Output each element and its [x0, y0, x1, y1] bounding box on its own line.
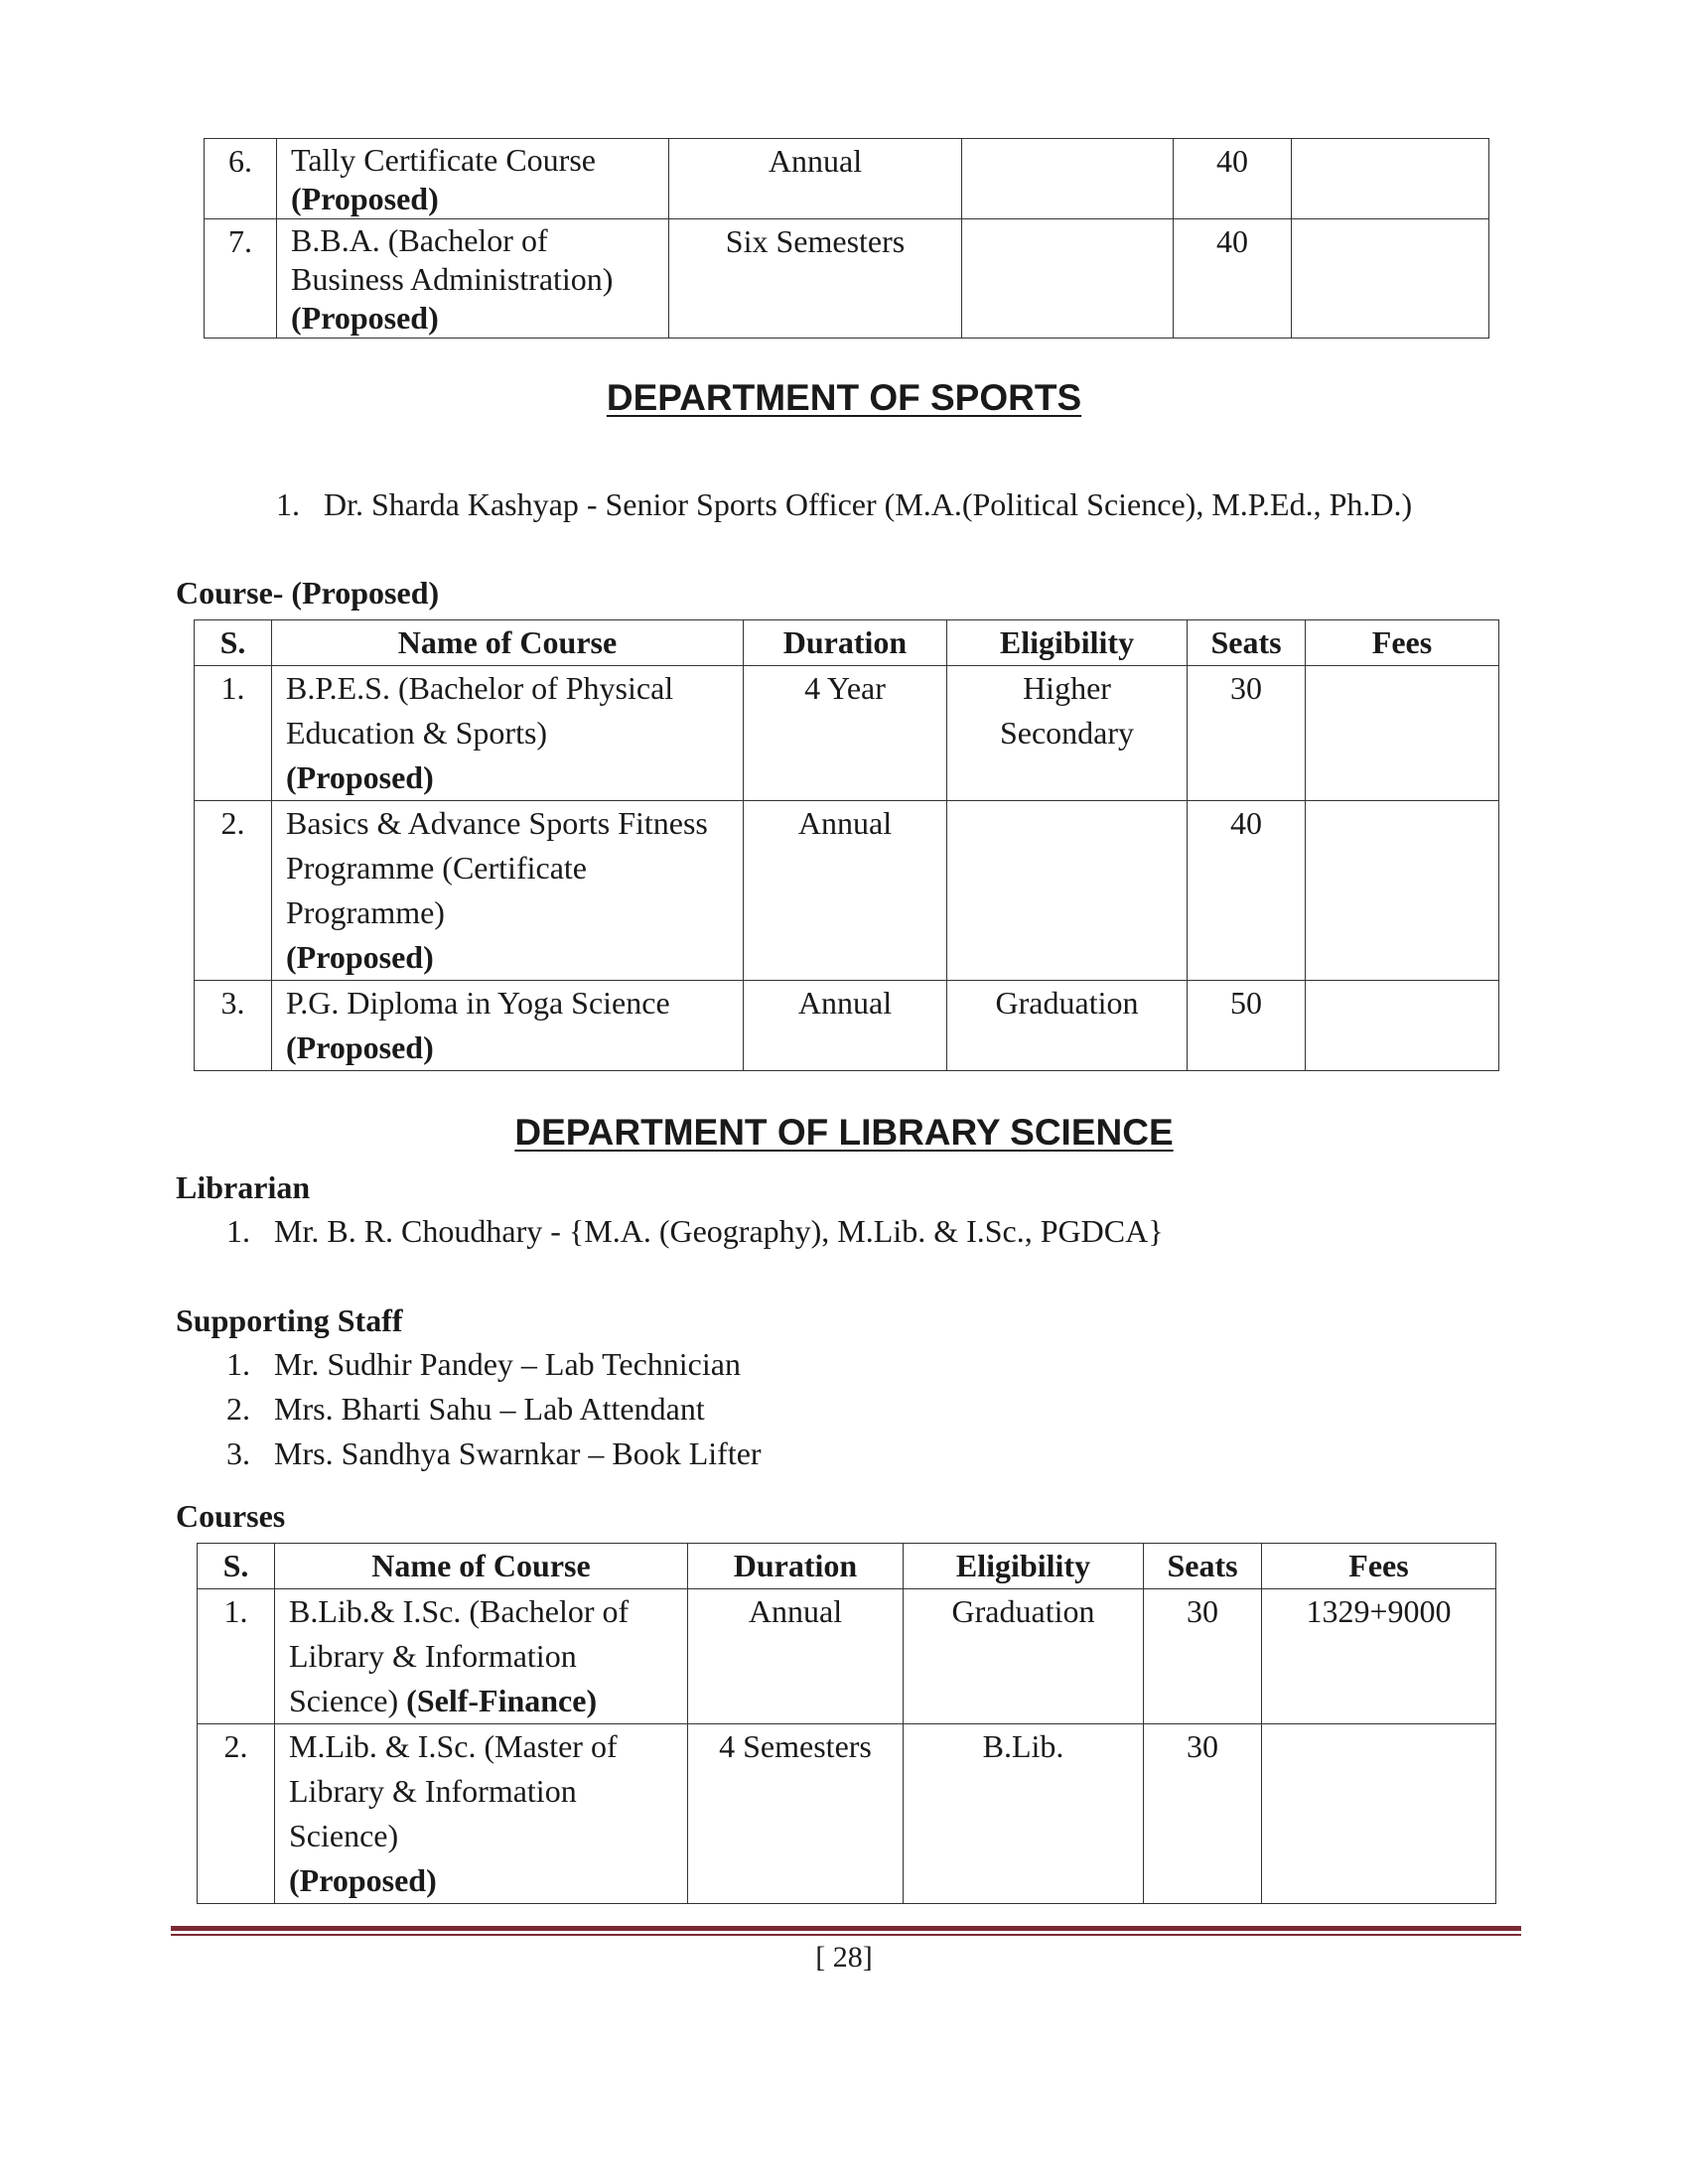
sports-course-label: Course- (Proposed)	[176, 575, 440, 611]
course-name: Tally Certificate Course	[291, 142, 596, 178]
seats-cell: 30	[1144, 1724, 1262, 1904]
serial-cell: 1.	[195, 666, 272, 801]
eligibility-cell: Graduation	[904, 1589, 1144, 1724]
course-tag: (Proposed)	[291, 300, 439, 336]
seats-cell: 30	[1144, 1589, 1262, 1724]
seats-cell: 50	[1188, 981, 1306, 1071]
table-header-row	[195, 620, 1499, 666]
top-course-table	[204, 138, 1489, 339]
sports-heading: DEPARTMENT OF SPORTS	[606, 377, 1082, 418]
course-name-cell	[272, 801, 744, 981]
serial-cell: 2.	[195, 801, 272, 981]
sports-staff-item	[276, 486, 1412, 523]
header-duration: Duration	[744, 620, 947, 666]
courses-label: Courses	[176, 1498, 286, 1534]
course-name-cell	[277, 219, 669, 339]
librarian-item	[226, 1213, 1164, 1250]
staff-text: Mrs. Sandhya Swarnkar – Book Lifter	[274, 1435, 762, 1471]
seats-cell: 40	[1188, 801, 1306, 981]
header-sno: S.	[195, 620, 272, 666]
serial-cell: 2.	[198, 1724, 275, 1904]
footer-rule-thick	[171, 1926, 1521, 1931]
serial-cell: 1.	[198, 1589, 275, 1724]
header-eligibility: Eligibility	[947, 620, 1188, 666]
course-name: B.Lib.& I.Sc. (Bachelor of Library & Information Science)	[289, 1593, 630, 1718]
course-tag: (Proposed)	[291, 181, 439, 216]
header-sno: S.	[198, 1544, 275, 1589]
page-number: [ 28]	[815, 1941, 873, 1974]
course-name-cell	[272, 981, 744, 1071]
list-number: 1.	[276, 486, 300, 522]
support-staff-item	[226, 1391, 705, 1428]
course-name: Basics & Advance Sports Fitness Programme (Certificate Programme)	[286, 805, 708, 930]
duration-cell: Six Semesters	[669, 219, 962, 339]
course-name-cell	[272, 666, 744, 801]
course-tag: (Proposed)	[286, 939, 434, 975]
table-row	[205, 219, 1489, 339]
fees-cell	[1262, 1724, 1496, 1904]
table-row	[195, 981, 1499, 1071]
duration-cell: Annual	[744, 801, 947, 981]
footer-rule-thin	[171, 1934, 1521, 1936]
duration-cell: 4 Year	[744, 666, 947, 801]
eligibility-cell	[962, 219, 1174, 339]
list-number: 1.	[226, 1346, 250, 1382]
serial-cell: 3.	[195, 981, 272, 1071]
serial-cell: 7.	[205, 219, 277, 339]
fees-cell	[1306, 981, 1499, 1071]
support-staff-item	[226, 1346, 741, 1383]
fees-cell	[1292, 219, 1489, 339]
seats-cell: 30	[1188, 666, 1306, 801]
course-name: B.P.E.S. (Bachelor of Physical Education & Sports)	[286, 670, 674, 751]
duration-cell: Annual	[688, 1589, 904, 1724]
staff-text: Mr. B. R. Choudhary - {M.A. (Geography), M.Lib. & I.Sc., PGDCA}	[274, 1213, 1164, 1249]
course-name: P.G. Diploma in Yoga Science	[286, 985, 670, 1021]
course-tag: (Proposed)	[286, 759, 434, 795]
duration-cell: Annual	[744, 981, 947, 1071]
table-row	[198, 1589, 1496, 1724]
fees-cell	[1306, 801, 1499, 981]
list-number: 1.	[226, 1213, 250, 1249]
seats-cell: 40	[1174, 139, 1292, 219]
course-name-cell	[277, 139, 669, 219]
staff-text: Dr. Sharda Kashyap - Senior Sports Officer (M.A.(Political Science), M.P.Ed., Ph.D.)	[324, 486, 1413, 522]
header-seats: Seats	[1188, 620, 1306, 666]
support-staff-label: Supporting Staff	[176, 1302, 403, 1338]
duration-cell: 4 Semesters	[688, 1724, 904, 1904]
eligibility-cell	[962, 139, 1174, 219]
sports-course-table	[194, 619, 1499, 1071]
table-row	[195, 801, 1499, 981]
header-name: Name of Course	[275, 1544, 688, 1589]
eligibility-cell: B.Lib.	[904, 1724, 1144, 1904]
librarian-label: Librarian	[176, 1169, 311, 1205]
staff-text: Mr. Sudhir Pandey – Lab Technician	[274, 1346, 741, 1382]
list-number: 2.	[226, 1391, 250, 1427]
course-name: M.Lib. & I.Sc. (Master of Library & Information Science)	[289, 1728, 618, 1853]
course-name-cell	[275, 1724, 688, 1904]
fees-cell	[1306, 666, 1499, 801]
header-fees: Fees	[1306, 620, 1499, 666]
table-row	[195, 666, 1499, 801]
eligibility-cell: Higher Secondary	[947, 666, 1188, 801]
library-heading: DEPARTMENT OF LIBRARY SCIENCE	[514, 1112, 1174, 1153]
library-course-table	[197, 1543, 1496, 1904]
fees-cell	[1292, 139, 1489, 219]
seats-cell: 40	[1174, 219, 1292, 339]
duration-cell: Annual	[669, 139, 962, 219]
course-tag: (Proposed)	[289, 1862, 437, 1898]
eligibility-cell	[947, 801, 1188, 981]
course-tag: (Self-Finance)	[406, 1683, 598, 1718]
table-row	[205, 139, 1489, 219]
header-eligibility: Eligibility	[904, 1544, 1144, 1589]
table-header-row	[198, 1544, 1496, 1589]
table-row	[198, 1724, 1496, 1904]
serial-cell: 6.	[205, 139, 277, 219]
support-staff-item	[226, 1435, 762, 1472]
list-number: 3.	[226, 1435, 250, 1471]
eligibility-cell: Graduation	[947, 981, 1188, 1071]
course-name: B.B.A. (Bachelor of Business Administration)	[291, 222, 614, 297]
fees-cell: 1329+9000	[1262, 1589, 1496, 1724]
staff-text: Mrs. Bharti Sahu – Lab Attendant	[274, 1391, 705, 1427]
header-duration: Duration	[688, 1544, 904, 1589]
header-name: Name of Course	[272, 620, 744, 666]
header-seats: Seats	[1144, 1544, 1262, 1589]
course-tag: (Proposed)	[286, 1029, 434, 1065]
course-name-cell	[275, 1589, 688, 1724]
header-fees: Fees	[1262, 1544, 1496, 1589]
